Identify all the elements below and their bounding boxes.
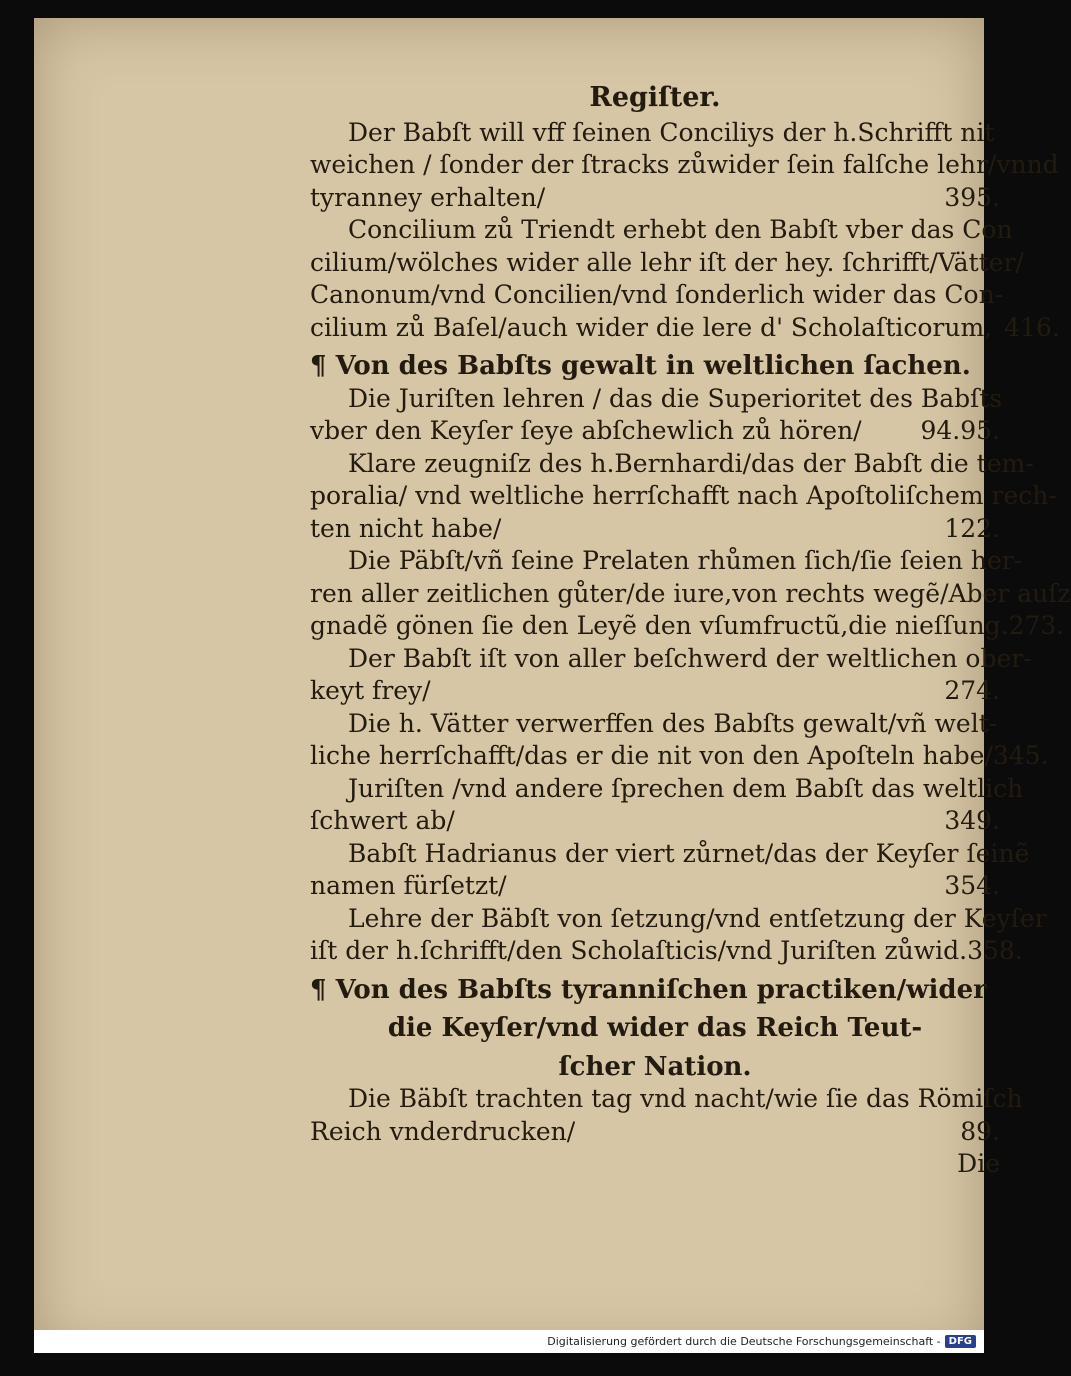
register-line [310, 312, 1060, 345]
funding-note: Digitalisierung gefördert durch die Deutsche Forschungsgemeinschaft - [547, 1335, 941, 1348]
register-line [310, 214, 1013, 247]
entry-text: iſt der h.ſchrifft/den Scholaſticis/vnd Juriſten zůwid.358. [310, 936, 1023, 965]
entry-text: poralia/ vnd weltliche herrſchafft nach Apoſtoliſchem rech- [310, 481, 1057, 510]
register-text [310, 82, 1071, 1181]
page-reference: 122. [944, 513, 1000, 543]
book-page [34, 18, 1071, 1353]
register-line [310, 1083, 1023, 1116]
entry-text: Concilium zů Triendt erhebt den Babſt vber das Con [348, 215, 1013, 244]
entry-text: Klare zeugniſz des h.Bernhardi/das der Babſt die tem- [348, 448, 1034, 478]
register-line [310, 838, 1030, 871]
register-line [310, 149, 1059, 182]
register-line [310, 513, 1000, 546]
entry-text: Der Babſt iſt von aller beſchwerd der weltlichen ober- [348, 643, 1032, 673]
register-line [310, 870, 1000, 903]
page-reference: 274. [944, 676, 1000, 705]
register-line [310, 805, 1000, 838]
entry-text: weichen / ſonder der ſtracks zůwider ſein falſche lehr/vnnd [310, 150, 1059, 179]
section-heading: ſcher Nation. [558, 1051, 752, 1082]
register-line [310, 117, 1000, 150]
register-line [310, 415, 1000, 448]
register-line [310, 903, 1047, 936]
entry-text: cilium zů Baſel/auch wider die lere d' Scholaſticorum, [310, 312, 993, 342]
entry-text: liche herrſchafft/das er die nit von den Apoſteln habe/345. [310, 741, 1049, 770]
register-line [310, 182, 1000, 215]
register-line [310, 383, 1003, 416]
page-reference: 416. [1004, 312, 1060, 342]
register-line [310, 545, 1023, 578]
register-line [310, 675, 1000, 708]
entry-text: namen fürſetzt/ [310, 871, 507, 900]
entry-text: gnadẽ gönen ſie den Leyẽ den vſumfructũ,die nieſſung.273. [310, 611, 1065, 640]
running-head: Regiſter. [589, 82, 721, 113]
page-reference: 349. [944, 806, 1000, 835]
page-reference: 395. [944, 182, 1000, 212]
entry-text: vber den Keyſer ſeye abſchewlich zů hören/ [310, 416, 862, 445]
entry-text: keyt frey/ [310, 676, 431, 705]
page-reference: 94.95. [920, 416, 1000, 445]
page-reference: 89. [960, 1116, 1000, 1146]
register-line [310, 740, 1049, 773]
register-line [310, 610, 1065, 643]
entry-text: Lehre der Bäbſt von ſetzung/vnd entſetzung der Keyſer [348, 903, 1047, 933]
register-line [310, 279, 1004, 312]
entry-text: Die Bäbſt trachten tag vnd nacht/wie ſie das Römiſch [348, 1084, 1023, 1113]
entry-text: Babſt Hadrianus der viert zůrnet/das der Keyſer ſeinẽ [348, 838, 1030, 868]
entry-text: Juriſten /vnd andere ſprechen dem Babſt das weltlich [348, 773, 1024, 803]
catchword: Die [957, 1149, 1000, 1178]
entry-text: Reich vnderdrucken/ [310, 1116, 576, 1146]
register-line [310, 935, 1023, 968]
register-line [310, 773, 1024, 806]
section-heading: ¶ Von des Babſts gewalt in weltlichen ſachen. [310, 351, 971, 381]
register-line [310, 247, 1024, 280]
dfg-logo-icon: DFG [945, 1335, 976, 1348]
register-line [310, 708, 1000, 741]
entry-text: Die h. Vätter verwerffen des Babſts gewalt/vñ welt- [348, 708, 998, 738]
entry-text: tyranney erhalten/ [310, 182, 546, 212]
register-line [310, 480, 1057, 513]
register-line [310, 643, 1032, 676]
digitization-footer [34, 1330, 984, 1353]
entry-text: Die Juriſten lehren / das die Superioritet des Babſts [348, 383, 1003, 413]
entry-text: cilium/wölches wider alle lehr iſt der hey. ſchrifft/Vätter/ [310, 247, 1024, 277]
register-line [310, 578, 1071, 611]
register-line [310, 448, 1034, 481]
section-heading: ¶ Von des Babſts tyranniſchen practiken/wider [310, 974, 987, 1005]
register-line [310, 1116, 1000, 1149]
page-reference: 354. [944, 871, 1000, 900]
entry-text: ren aller zeitlichen gůter/de iure,von rechts wegẽ/Aber auſz [310, 578, 1071, 608]
entry-text: Die Päbſt/vñ ſeine Prelaten rhůmen ſich/ſie ſeien her- [348, 546, 1023, 575]
entry-text: Der Babſt will vff ſeinen Conciliys der h.Schrifft nit [348, 117, 995, 147]
entry-text: ſchwert ab/ [310, 806, 455, 835]
entry-text: ten nicht habe/ [310, 513, 502, 543]
section-heading: die Keyſer/vnd wider das Reich Teut- [387, 1013, 923, 1043]
entry-text: Canonum/vnd Concilien/vnd ſonderlich wider das Con- [310, 280, 1004, 309]
